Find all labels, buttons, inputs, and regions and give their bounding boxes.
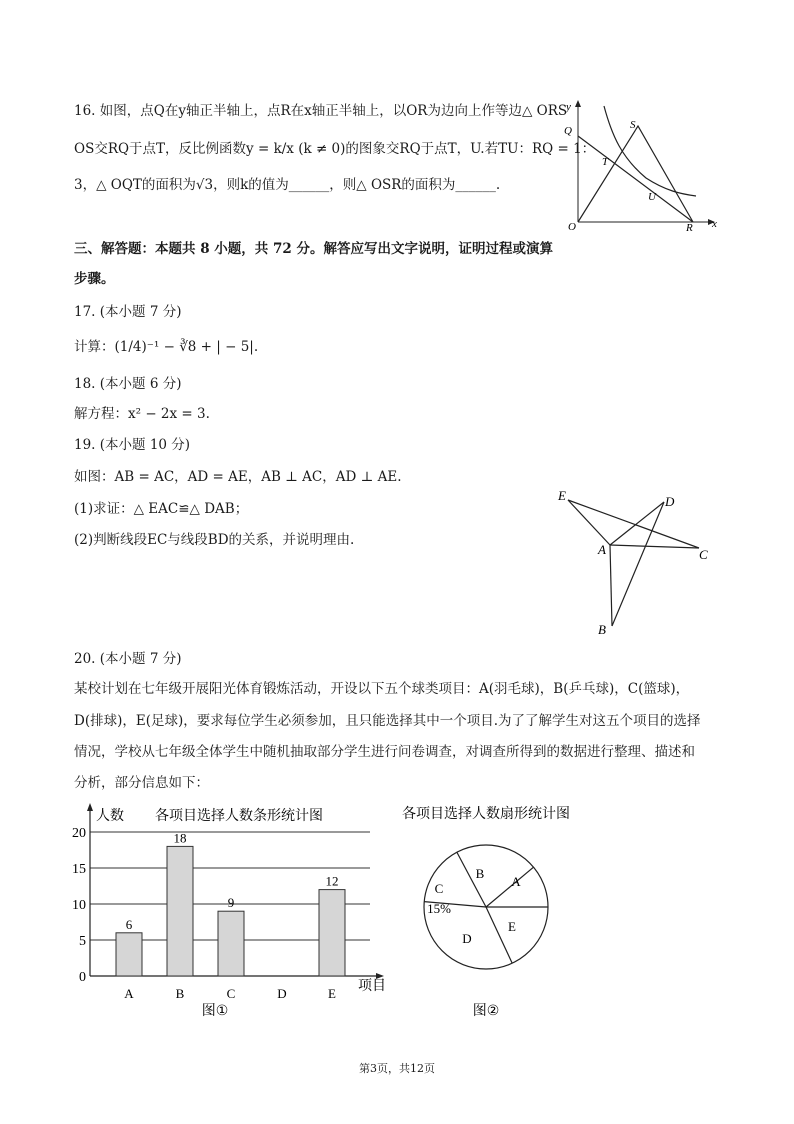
section3-heading: 三、解答题：本题共 8 小题，共 72 分。解答应写出文字说明，证明过程或演算 [74, 241, 553, 257]
y-axis-label: 人数 [96, 808, 124, 824]
label-x: x [712, 218, 717, 230]
label-o: O [568, 221, 576, 233]
bar-chart [60, 800, 390, 1025]
xtick-B: B [175, 986, 185, 1001]
segment-ab [610, 545, 612, 626]
segment-ea [568, 500, 610, 545]
pie-boundary-4 [486, 907, 512, 963]
ytick-10: 10 [72, 898, 86, 913]
q18-head: 18. (本小题 6 分) [74, 376, 182, 392]
label-c: C [699, 547, 708, 562]
label-r: R [686, 222, 693, 234]
q16-figure [556, 96, 726, 236]
label-t: T [602, 156, 609, 168]
q19-part2: (2)判断线段EC与线段BD的关系，并说明理由. [74, 532, 355, 548]
segment-ad [610, 502, 664, 545]
q17-body: 计算：(1/4)⁻¹ − ∛8 + | − 5|. [74, 339, 259, 355]
label-e: E [558, 488, 566, 503]
xtick-D: D [277, 986, 287, 1001]
bar-label-B: 18 [173, 830, 187, 846]
segment-rq [578, 136, 693, 222]
ytick-20: 20 [72, 826, 86, 841]
triangle-ors [578, 126, 693, 222]
bar-chart-title: 各项目选择人数条形统计图 [155, 808, 323, 824]
pie-percent-C: 15% [427, 901, 451, 916]
q19-head: 19. (本小题 10 分) [74, 437, 191, 453]
q20-line1: 某校计划在七年级开展阳光体育锻炼活动，开设以下五个球类项目：A(羽毛球)，B(乒乓球)，C(篮球)， [74, 681, 690, 697]
pie-label-E: E [508, 919, 516, 934]
pie-chart-caption: 图② [472, 1003, 500, 1019]
pie-chart-title: 各项目选择人数扇形统计图 [402, 806, 570, 822]
bar-chart-caption: 图① [201, 1003, 229, 1019]
bar-label-E: 12 [325, 873, 339, 889]
q18-body: 解方程：x² − 2x = 3. [74, 406, 210, 422]
hyperbola [604, 106, 696, 196]
segment-ec [568, 500, 699, 548]
label-s: S [630, 119, 636, 131]
page-footer: 第3页，共12页 [359, 1062, 435, 1075]
bar-label-C: 9 [227, 895, 235, 911]
q19-part1: (1)求证：△ EAC≌△ DAB； [74, 501, 249, 517]
ytick-5: 5 [79, 934, 86, 949]
xtick-C: C [226, 986, 236, 1001]
q16-line1: 16. 如图，点Q在y轴正半轴上，点R在x轴正半轴上，以OR为边向上作等边△ ORS [74, 103, 568, 119]
bar-B [167, 846, 193, 976]
ytick-0: 0 [79, 970, 86, 985]
q20-line4: 分析，部分信息如下： [74, 775, 209, 791]
q20-line3: 情况，学校从七年级全体学生中随机抽取部分学生进行问卷调查，对调查所得到的数据进行整理、描述和 [74, 744, 695, 760]
label-y: y [566, 101, 571, 113]
q17-head: 17. (本小题 7 分) [74, 304, 182, 320]
label-a: A [598, 542, 606, 557]
label-b: B [598, 622, 606, 637]
pie-label-D: D [462, 931, 472, 946]
bar-A [116, 933, 142, 976]
bar-E [319, 890, 345, 976]
section3-heading-cont: 步骤。 [74, 271, 115, 287]
q20-head: 20. (本小题 7 分) [74, 651, 182, 667]
xtick-A: A [124, 986, 134, 1001]
pie-label-C: C [434, 881, 444, 896]
ytick-15: 15 [72, 862, 86, 877]
pie-label-B: B [475, 866, 485, 881]
pie-boundary-2 [486, 867, 533, 907]
bar-label-A: 6 [125, 916, 133, 932]
segment-bd [612, 502, 664, 626]
q19-figure [552, 486, 722, 641]
x-axis-label: 项目 [358, 978, 386, 994]
q19-given: 如图：AB = AC，AD = AE，AB ⊥ AC，AD ⊥ AE. [74, 469, 402, 485]
y-arrow [575, 100, 581, 107]
segment-ac [610, 545, 699, 548]
pie-label-A: A [511, 874, 521, 889]
pie-chart [386, 800, 586, 1025]
xtick-E: E [328, 986, 336, 1001]
q16-line3: 3，△ OQT的面积为√3，则k的值为______，则△ OSR的面积为______. [74, 177, 501, 193]
y-axis-arrow [87, 803, 93, 811]
q16-line2: OS交RQ于点T，反比例函数y = k/x (k ≠ 0)的图象交RQ于点T，U.若TU：RQ = 1： [74, 141, 596, 157]
label-d: D [665, 494, 675, 509]
bar-C [218, 911, 244, 976]
q20-line2: D(排球)，E(足球)，要求每位学生必须参加，且只能选择其中一个项目.为了了解学生对这五个项目的选择 [74, 713, 701, 729]
label-q: Q [564, 125, 572, 137]
label-u: U [648, 191, 656, 203]
